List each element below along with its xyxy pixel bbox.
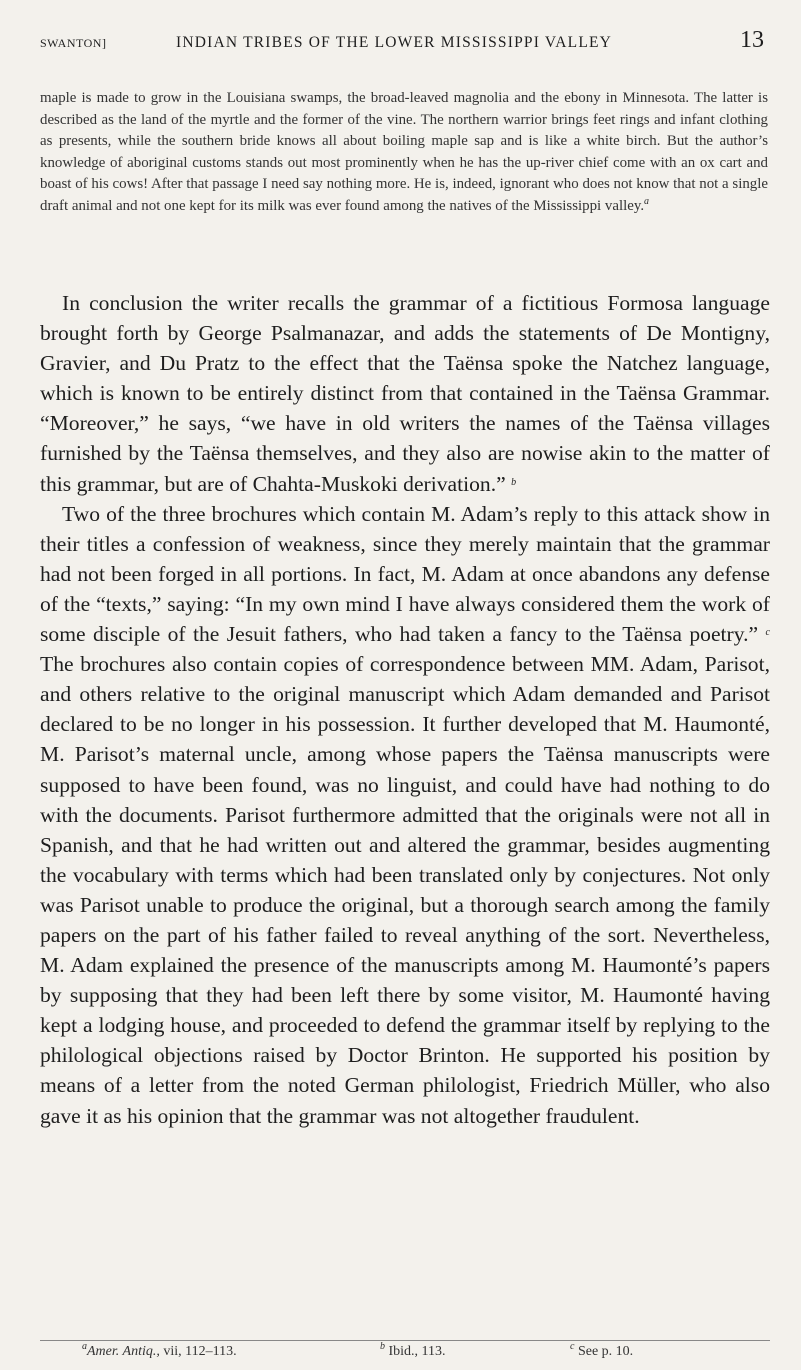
paragraph-3-text-a: Two of the three brochures which contain M. Adam’s reply to this attack show in their titles a confession of weakness, since they merely maintain that the grammar had not been forged in all portions. In fact, M. Adam at once abandons any defense of the “texts,” saying: “In my own mind I have always considered them the work of some disciple of the Jesuit fathers, who had taken a fancy to the Taënsa poetry.” xyxy=(40,501,770,647)
header-title: INDIAN TRIBES OF THE LOWER MISSISSIPPI VALLEY xyxy=(176,34,613,51)
running-header xyxy=(40,26,764,60)
footnotes xyxy=(40,1341,770,1364)
footnote-ref-b: b xyxy=(511,476,517,488)
paragraph-2-text: In conclusion the writer recalls the grammar of a fictitious Formosa language brought forth by George Psalmanazar, and adds the statements of De Montigny, Gravier, and Du Pratz to the effect that the Taënsa spoke the Natchez language, which is known to be entirely distinct from that contained in the Taënsa Grammar. “Moreover,” he says, “we have in old writers the names of the Taënsa villages furnished by the Taënsa themselves, and they also are nowise akin to the matter of this grammar, but are of Chahta-Muskoki derivation.” xyxy=(40,291,770,496)
paragraph-1 xyxy=(40,88,768,218)
footnote-c xyxy=(570,1341,634,1360)
footnote-a-text: vii, 112–113. xyxy=(159,1344,237,1359)
footnote-b-text: Ibid., 113. xyxy=(388,1344,446,1359)
footnote-b-mark: b xyxy=(380,1341,385,1352)
paragraph-1-text: maple is made to grow in the Louisiana swamps, the broad-leaved magnolia and the ebony in Minnesota. The latter is described as the land of the myrtle and the former of the vine. The northern warrior brings feet rings and infant clothing as presents, while the southern bride knows all about boiling maple sap and is like a white birch. But the author’s knowledge of aboriginal customs stands out most prominently when he has the up-river chief come with an ox cart and boast of his cows! After that passage I need say nothing more. He is, indeed, ignorant who does not know that not a single draft animal and not one kept for its milk was ever found among the natives of the Mississippi valley. xyxy=(40,90,768,214)
paragraph-3-text-b: The brochures also contain copies of correspondence between MM. Adam, Parisot, and others relative to the original manuscript which Adam demanded and Parisot declared to be no longer in his possession. It further developed that M. Haumonté, M. Parisot’s maternal uncle, among whose papers the Taënsa manuscripts were supposed to have been found, was no linguist, and could have had nothing to do with the documents. Parisot furthermore admitted that the originals were not all in Spanish, and that he had written out and altered the grammar, besides augmenting the vocabulary with terms which had been translated only by conjectures. Not only was Parisot unable to produce the original, but a thorough search among the family papers on the part of his father failed to reveal anything of the sort. Nevertheless, M. Adam explained the presence of the manuscripts among M. Haumonté’s papers by supposing that they had been left there by some visitor, M. Haumonté having kept a lodging house, and proceeded to defend the grammar itself by replying to the philological objections raised by Doctor Brinton. He supported his position by means of a letter from the noted German philologist, Friedrich Müller, who also gave it as his opinion that the grammar was not altogether fraudulent. xyxy=(40,652,770,1128)
page-number: 13 xyxy=(740,27,764,53)
footnote-ref-c: c xyxy=(765,627,770,639)
footnote-ref-a: a xyxy=(644,195,650,207)
main-body xyxy=(40,288,770,1131)
footnote-rule xyxy=(40,1340,770,1341)
footnote-c-text: See p. 10. xyxy=(577,1344,634,1359)
continued-paragraph-block xyxy=(40,88,768,218)
footnote-c-mark: c xyxy=(570,1341,575,1352)
header-author: SWANTON] xyxy=(40,36,107,50)
footnote-b xyxy=(380,1341,446,1360)
footnote-a-mark: a xyxy=(82,1341,87,1352)
footnote-a-source: Amer. Antiq., xyxy=(87,1344,160,1359)
footnote-a xyxy=(82,1341,237,1360)
paragraph-2 xyxy=(40,288,770,499)
paragraph-3 xyxy=(40,499,770,1131)
